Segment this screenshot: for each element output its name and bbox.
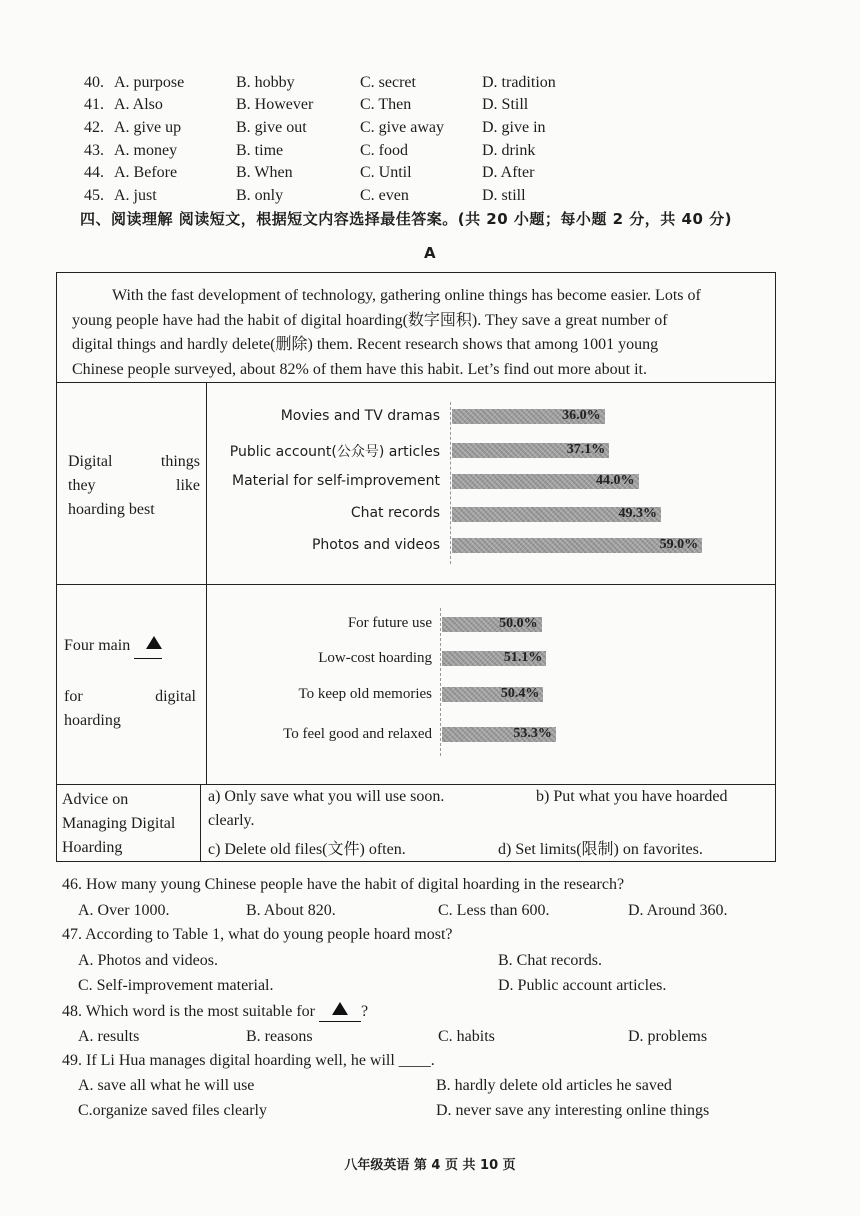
option-d: D. After: [482, 164, 535, 181]
chart1-category-label: Photos and videos: [311, 537, 440, 553]
blank-with-triangle: [319, 1002, 361, 1022]
option-b: B. time: [236, 142, 284, 159]
table2-label: [64, 634, 196, 733]
option-c: C. even: [360, 187, 409, 204]
chart1-value-label: 37.1%: [566, 442, 606, 457]
chart1-value-label: 44.0%: [596, 473, 635, 488]
option-d: D. tradition: [482, 74, 556, 91]
intro-line: digital things and hardly delete(删除) them. Recent research shows that among 1001 young: [72, 336, 659, 353]
option-a: A. give up: [114, 119, 182, 136]
chart1-category-label: Material for self-improvement: [232, 473, 440, 489]
question-number: 42.: [84, 119, 104, 136]
option-a: A. Also: [114, 96, 163, 113]
chart1-value-label: 49.3%: [618, 506, 658, 521]
question-49-option-b: B. hardly delete old articles he saved: [436, 1077, 672, 1094]
option-b: B. When: [236, 164, 293, 181]
blank-with-triangle: [134, 634, 162, 659]
question-49-option-c: C.organize saved files clearly: [78, 1102, 267, 1119]
divider: [56, 382, 776, 383]
option-d: D. drink: [482, 142, 536, 159]
option-d: D. give in: [482, 119, 546, 136]
chart2-value-label: 50.4%: [500, 686, 540, 701]
option-b: B. However: [236, 96, 314, 113]
page-footer: 八年级英语 第 4 页 共 10 页: [344, 1158, 516, 1173]
option-c: C. secret: [360, 74, 416, 91]
chart1-value-label: 36.0%: [562, 408, 601, 423]
advice-d: d) Set limits(限制) on favorites.: [498, 841, 703, 858]
question-46-option-b: B. About 820.: [246, 902, 336, 919]
chart2-category-label: For future use: [347, 615, 432, 631]
advice-b-continued: clearly.: [208, 812, 255, 829]
chart1-bar-5: [452, 538, 702, 553]
option-c: C. give away: [360, 119, 444, 136]
question-number: 40.: [84, 74, 104, 91]
question-number: 41.: [84, 96, 104, 113]
intro-passage: [72, 284, 766, 382]
question-48-option-d: D. problems: [628, 1028, 708, 1045]
chart2-value-label: 50.0%: [499, 616, 538, 631]
chart1-bar-2: [452, 443, 609, 458]
divider: [56, 784, 776, 785]
label-line: Digital things: [68, 453, 200, 470]
question-number: 43.: [84, 142, 104, 159]
question-number: 44.: [84, 164, 104, 181]
question-49-option-a: A. save all what he will use: [78, 1077, 255, 1094]
chart2-value-label: 51.1%: [503, 650, 543, 665]
label-line: they like: [68, 477, 200, 494]
question-47-stem: 47. According to Table 1, what do young people hoard most?: [62, 926, 453, 943]
chart2-bar-3: [442, 687, 543, 702]
option-b: B. only: [236, 187, 284, 204]
intro-line: With the fast development of technology, gathering online things has become easier. Lots of: [112, 287, 701, 304]
chart2-category-label: Low-cost hoarding: [318, 650, 432, 666]
section-title: 四、阅读理解 阅读短文，根据短文内容选择最佳答案。(共 20 小题；每小题 2 分，共 40 分): [80, 210, 732, 228]
passage-letter: A: [424, 244, 437, 262]
option-a: A. purpose: [114, 74, 185, 91]
question-49-stem: 49. If Li Hua manages digital hoarding well, he will ____.: [62, 1052, 435, 1069]
label-line: Four main: [64, 634, 196, 659]
chart2-category-label: To feel good and relaxed: [283, 726, 432, 742]
question-46-option-d: D. Around 360.: [628, 902, 728, 919]
question-47-option-c: C. Self-improvement material.: [78, 977, 274, 994]
question-46-option-a: A. Over 1000.: [78, 902, 170, 919]
question-49-option-d: D. never save any interesting online things: [436, 1102, 710, 1119]
option-c: C. food: [360, 142, 408, 159]
chart2-value-label: 53.3%: [513, 726, 552, 741]
question-48-stem: 48. Which word is the most suitable for ?: [62, 1003, 369, 1020]
label-line: hoarding: [64, 712, 121, 729]
advice-label: [62, 788, 175, 860]
option-d: D. still: [482, 187, 526, 204]
label-line: Managing Digital: [62, 815, 176, 832]
label-line: for digital: [64, 688, 196, 705]
intro-line: Chinese people surveyed, about 82% of them have this habit. Let’s find out more about it.: [72, 360, 647, 378]
divider: [56, 584, 776, 585]
option-a: A. just: [114, 187, 157, 204]
option-c: C. Then: [360, 96, 412, 113]
label-line: hoarding best: [68, 501, 155, 518]
chart1-bar-3: [452, 474, 639, 489]
triangle-icon: [146, 636, 162, 649]
chart1-category-label: Movies and TV dramas: [280, 408, 440, 424]
advice-c: c) Delete old files(文件) often.: [208, 841, 406, 858]
question-number: 45.: [84, 187, 104, 204]
chart2-category-label: To keep old memories: [298, 686, 432, 702]
option-a: A. money: [114, 142, 178, 159]
question-48-option-a: A. results: [78, 1028, 140, 1045]
triangle-icon: [332, 1002, 348, 1015]
question-46-stem: 46. How many young Chinese people have the habit of digital hoarding in the research?: [62, 876, 625, 893]
intro-line: young people have had the habit of digital hoarding(数字囤积). They save a great number of: [72, 311, 668, 329]
option-c: C. Until: [360, 164, 412, 181]
option-a: A. Before: [114, 164, 178, 181]
chart2-bar-2: [442, 651, 546, 666]
divider: [200, 784, 201, 861]
chart1-category-label: Chat records: [350, 505, 440, 521]
table1-label: [68, 450, 200, 522]
option-b: B. hobby: [236, 74, 295, 91]
chart1-axis: [450, 402, 451, 564]
question-46-option-c: C. Less than 600.: [438, 902, 550, 919]
chart1-category-label: Public account(公众号) articles: [229, 444, 440, 460]
chart2-bar-4: [442, 727, 556, 742]
advice-b: b) Put what you have hoarded: [536, 788, 728, 805]
chart1-bar-1: [452, 409, 605, 424]
option-d: D. Still: [482, 96, 529, 113]
divider: [206, 382, 207, 784]
question-47-option-d: D. Public account articles.: [498, 977, 667, 994]
advice-a: a) Only save what you will use soon.: [208, 788, 445, 805]
question-47-option-a: A. Photos and videos.: [78, 952, 218, 969]
label-line: Hoarding: [62, 839, 123, 856]
chart1-value-label: 59.0%: [659, 537, 699, 552]
question-48-option-b: B. reasons: [246, 1028, 313, 1045]
chart2-bar-1: [442, 617, 542, 632]
label-line: Advice on: [62, 791, 129, 808]
chart1-bar-4: [452, 507, 661, 522]
chart2-axis: [440, 608, 441, 756]
question-47-option-b: B. Chat records.: [498, 952, 602, 969]
question-48-option-c: C. habits: [438, 1028, 495, 1045]
option-b: B. give out: [236, 119, 307, 136]
